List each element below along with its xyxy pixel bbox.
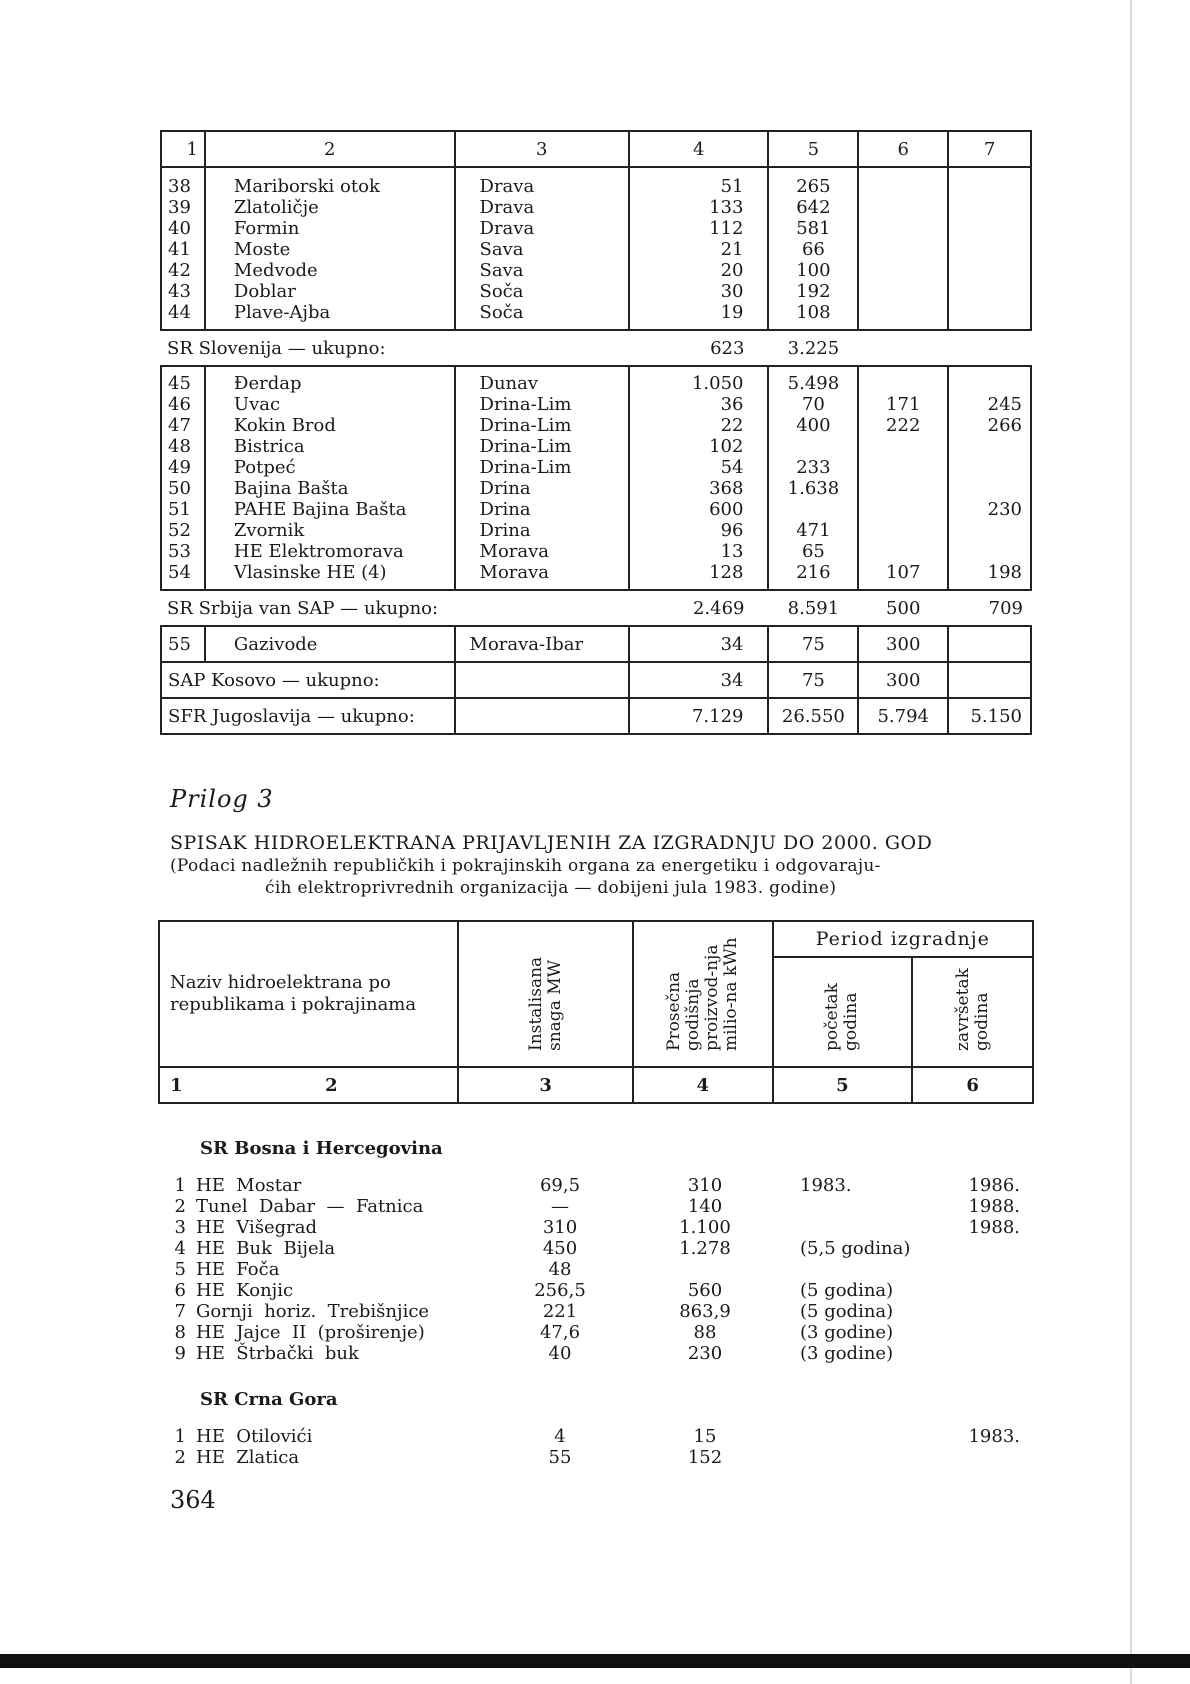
cell-line [775,499,851,520]
cell-line: 471 [796,520,831,541]
list-cell-start: (3 godine) [800,1343,894,1364]
list-cell-n: 9 [174,1343,186,1364]
scan-edge-line [1130,0,1132,1684]
cell-line [955,541,1022,562]
section-heading-cg: SR Crna Gora [200,1389,338,1410]
cell-line [865,520,941,541]
col-header: 5 [768,131,858,167]
list-cell-n: 2 [174,1447,186,1468]
cell-line: 49 [168,457,191,478]
c4: 34 [629,626,768,662]
cell-line: 112 [709,218,744,239]
total-c5: 75 [768,662,858,698]
list-cell-start: 1983. [800,1175,852,1196]
cell-line: Drina-Lim [479,415,572,436]
col-header: 6 [858,131,948,167]
cell-line: 54 [168,562,191,583]
cell-line: 108 [796,302,831,323]
cell-line: Đerdap [233,373,302,394]
cell-line: Doblar [233,281,296,302]
list-cell-n: 3 [174,1217,186,1238]
col-num: 3 [458,1067,632,1103]
total-c6: 5.794 [858,698,948,734]
list-cell-name: Tunel Dabar — Fatnica [196,1196,424,1217]
cell-line: 100 [796,260,831,281]
list-cell-mw: 4 [554,1426,566,1447]
cell-line: HE Elektromorava [233,541,404,562]
list-cell-mw: 40 [548,1343,572,1364]
cell-line [865,478,941,499]
total-label: SFR Jugoslavija — ukupno: [161,698,455,734]
list-cell-name: HE Foča [196,1259,280,1280]
cell-line: 46 [168,394,191,415]
total-c5: 3.225 [787,337,840,359]
list-cell-name: Gornji horiz. Trebišnjice [196,1301,430,1322]
list-cell-mw: 256,5 [534,1280,586,1301]
top-table-header [161,131,1031,167]
cell-line [955,457,1022,478]
col-name-header: Naziv hidroelektrana po republikama i pokrajinama [159,921,458,1067]
list-cell-mw: 450 [542,1238,578,1259]
cell-line: 30 [720,281,744,302]
list-cell-name: HE Mostar [196,1175,302,1196]
cell-line: Morava [479,541,550,562]
cell-line: PAHE Bajina Bašta [233,499,407,520]
list-cell-mw: 221 [542,1301,578,1322]
total-c4: 2.469 [692,597,745,619]
cell-line: 42 [168,260,191,281]
cell-line: 19 [720,302,744,323]
plant-names [205,167,455,330]
list-cell-name: HE Zlatica [196,1447,300,1468]
list-cell-n: 8 [174,1322,186,1343]
cell-line: 245 [987,394,1022,415]
cell-line: 22 [720,415,744,436]
cell-line: Potpeć [233,457,296,478]
c6: 300 [858,626,948,662]
cell-line: 51 [720,176,744,197]
cell-line: 13 [720,541,744,562]
col4-values [629,366,768,590]
cell-line: Sava [479,239,524,260]
list-cell-start: (5,5 godina) [800,1238,911,1259]
start-year-header: početak godina [822,983,862,1051]
total-c4: 34 [629,662,768,698]
plan-table-header [158,920,1034,1104]
list-cell-mw: — [551,1196,569,1217]
cell-line: 1.050 [691,373,744,394]
cell-line [865,541,941,562]
cell-line: Moste [233,239,291,260]
cell-line [955,373,1022,394]
cell-line: Soča [479,281,524,302]
row-numbers [161,366,205,590]
cell-line [955,478,1022,499]
cell-line: 50 [168,478,191,499]
rivers [455,366,630,590]
col-num: 1 [170,1074,183,1096]
cell-line: 44 [168,302,191,323]
cell-line: 581 [796,218,831,239]
cell-line [865,499,941,520]
plant-name: Gazivode [205,626,455,662]
col-num: 6 [912,1067,1033,1103]
col-production-header: Prosečna godišnja proizvod-nja milio-na kWh [663,937,741,1051]
slovenija-block [161,167,1031,330]
cell-line: Formin [233,218,300,239]
cell-line [775,436,851,457]
list-cell-kwh: 230 [687,1343,723,1364]
cell-line: 38 [168,176,191,197]
list-cell-mw: 48 [548,1259,572,1280]
cell-line: 41 [168,239,191,260]
col-header: 4 [629,131,768,167]
cell-line: 54 [720,457,744,478]
cell-line: Uvac [233,394,281,415]
col-num: 2 [325,1074,338,1096]
section-heading-bih: SR Bosna i Hercegovina [200,1138,443,1159]
list-cell-kwh: 152 [687,1447,723,1468]
list-cell-end: 1983. [968,1426,1020,1447]
cell-line: Drina [479,478,531,499]
col4-values [629,167,768,330]
list-cell-n: 1 [174,1175,186,1196]
list-cell-n: 5 [174,1259,186,1280]
cell-line: Drava [479,176,535,197]
col-header: 1 [161,131,205,167]
list-cell-name: HE Otilovići [196,1426,313,1447]
cell-line: 53 [168,541,191,562]
cell-line: 39 [168,197,191,218]
cell-line: 65 [801,541,825,562]
cell-line: 5.498 [787,373,840,394]
cell-line: 70 [801,394,825,415]
cell-line [955,436,1022,457]
cell-line: 52 [168,520,191,541]
cell-line: 642 [796,197,831,218]
total-c5: 26.550 [768,698,858,734]
cell-line: Vlasinske HE (4) [233,562,387,583]
cell-line: Drina-Lim [479,436,572,457]
list-cell-start: (5 godina) [800,1280,894,1301]
list-cell-name: HE Višegrad [196,1217,317,1238]
appendix-label: Prilog 3 [170,785,274,813]
cell-line: 102 [709,436,744,457]
cell-line: 107 [886,562,921,583]
cell-line: Bajina Bašta [233,478,349,499]
cell-line: 51 [168,499,191,520]
cell-line: 265 [796,176,831,197]
list-cell-name: HE Jajce II (proširenje) [196,1322,425,1343]
list-cell-kwh: 88 [693,1322,717,1343]
list-cell-name: HE Štrbački buk [196,1343,359,1364]
cell-line: 198 [987,562,1022,583]
cell-line: Soča [479,302,524,323]
cell-line: Drina [479,499,531,520]
srbija-block [161,366,1031,590]
cell-line: Morava [479,562,550,583]
col7-empty [948,167,1031,330]
cell-line: Drava [479,218,535,239]
cell-line: 43 [168,281,191,302]
total-c5: 8.591 [787,597,840,619]
cell-line: 216 [796,562,831,583]
list-cell-n: 7 [174,1301,186,1322]
list-cell-name: HE Konjic [196,1280,294,1301]
c5: 75 [768,626,858,662]
subtitle-line-1: (Podaci nadležnih republičkih i pokrajinskih organa za energetiku i odgovaraju- [170,856,881,876]
list-cell-start: (3 godine) [800,1322,894,1343]
cell-line: 36 [720,394,744,415]
cell-line: 48 [168,436,191,457]
total-c6: 300 [858,662,948,698]
cell-line: Kokin Brod [233,415,336,436]
total-c4: 7.129 [629,698,768,734]
list-cell-kwh: 1.278 [679,1238,731,1259]
cell-line [865,457,941,478]
list-cell-end: 1986. [968,1175,1020,1196]
col-header: 2 [205,131,455,167]
list-cell-mw: 55 [548,1447,572,1468]
srbija-total-row [161,590,1031,626]
row-numbers [161,167,205,330]
row-number: 55 [161,626,205,662]
cell-line: Drina [479,520,531,541]
list-cell-n: 4 [174,1238,186,1259]
cell-line: Drina-Lim [479,457,572,478]
col-header: 7 [948,131,1031,167]
list-cell-kwh: 140 [687,1196,723,1217]
col-num: 5 [773,1067,913,1103]
sfrj-total-row [161,698,1031,734]
page-number: 364 [170,1486,216,1514]
cell-line: 47 [168,415,191,436]
list-cell-end: 1988. [968,1196,1020,1217]
cell-line [865,436,941,457]
list-cell-kwh: 310 [687,1175,723,1196]
subtitle-line-2: ćih elektroprivrednih organizacija — dobijeni jula 1983. godine) [265,878,837,898]
river: Morava-Ibar [455,626,630,662]
cell-line: 266 [987,415,1022,436]
cell-line: Medvode [233,260,318,281]
cell-line: Plave-Ajba [233,302,331,323]
cell-line: Drava [479,197,535,218]
rivers [455,167,630,330]
cell-line: 600 [709,499,744,520]
col5-values [768,366,858,590]
cell-line: Dunav [479,373,539,394]
cell-line: 1.638 [787,478,840,499]
col-num: 4 [633,1067,773,1103]
cell-line: 21 [720,239,744,260]
list-cell-kwh: 863,9 [679,1301,731,1322]
total-c7: 709 [988,597,1023,619]
cell-line: 40 [168,218,191,239]
kosovo-total-row [161,662,1031,698]
col-power-header: Instalisana snaga MW [525,956,565,1051]
kosovo-row [161,626,1031,662]
cell-line: Bistrica [233,436,305,457]
cell-line: 230 [987,499,1022,520]
col6-empty [858,167,948,330]
document-title: SPISAK HIDROELEKTRANA PRIJAVLJENIH ZA IZGRADNJU DO 2000. GOD [170,832,933,854]
col6-values [858,366,948,590]
list-cell-mw: 310 [542,1217,578,1238]
list-cell-mw: 69,5 [539,1175,581,1196]
col-header: 3 [455,131,630,167]
cell-line: 368 [709,478,744,499]
cell-line: 222 [886,415,921,436]
total-c7: 5.150 [948,698,1031,734]
end-year-header: završetak godina [952,968,992,1051]
cell-line: 400 [796,415,831,436]
total-c6: 500 [886,597,921,619]
list-cell-end: 1988. [968,1217,1020,1238]
cell-line: Zlatoličje [233,197,319,218]
cell-line: 128 [709,562,744,583]
list-cell-n: 1 [174,1426,186,1447]
list-cell-kwh: 1.100 [679,1217,731,1238]
cell-line: 171 [886,394,921,415]
cell-line: 66 [801,239,825,260]
col5-values [768,167,858,330]
cell-line: 96 [720,520,744,541]
cell-line: 233 [796,457,831,478]
cell-line: Zvornik [233,520,305,541]
cell-line: Mariborski otok [233,176,380,197]
col7-values [948,366,1031,590]
total-c4: 623 [710,337,745,359]
cell-line [955,520,1022,541]
cell-line [865,373,941,394]
list-cell-kwh: 560 [687,1280,723,1301]
cell-line: 45 [168,373,191,394]
list-cell-name: HE Buk Bijela [196,1238,336,1259]
scan-bottom-bar [0,1654,1190,1668]
total-label: SR Slovenija — ukupno: [167,337,386,359]
list-cell-kwh: 15 [693,1426,717,1447]
list-cell-n: 2 [174,1196,186,1217]
total-label: SR Srbija van SAP — ukupno: [167,597,439,619]
cell-line: Drina-Lim [479,394,572,415]
total-label: SAP Kosovo — ukupno: [161,662,455,698]
slovenija-total-row [161,330,1031,366]
cell-line: Sava [479,260,524,281]
cell-line: 20 [720,260,744,281]
plant-names [205,366,455,590]
list-cell-n: 6 [174,1280,186,1301]
period-header: Period izgradnje [773,921,1033,957]
cell-line: 133 [709,197,744,218]
cell-line: 192 [796,281,831,302]
list-cell-start: (5 godina) [800,1301,894,1322]
top-table [160,130,1032,735]
list-cell-mw: 47,6 [539,1322,581,1343]
